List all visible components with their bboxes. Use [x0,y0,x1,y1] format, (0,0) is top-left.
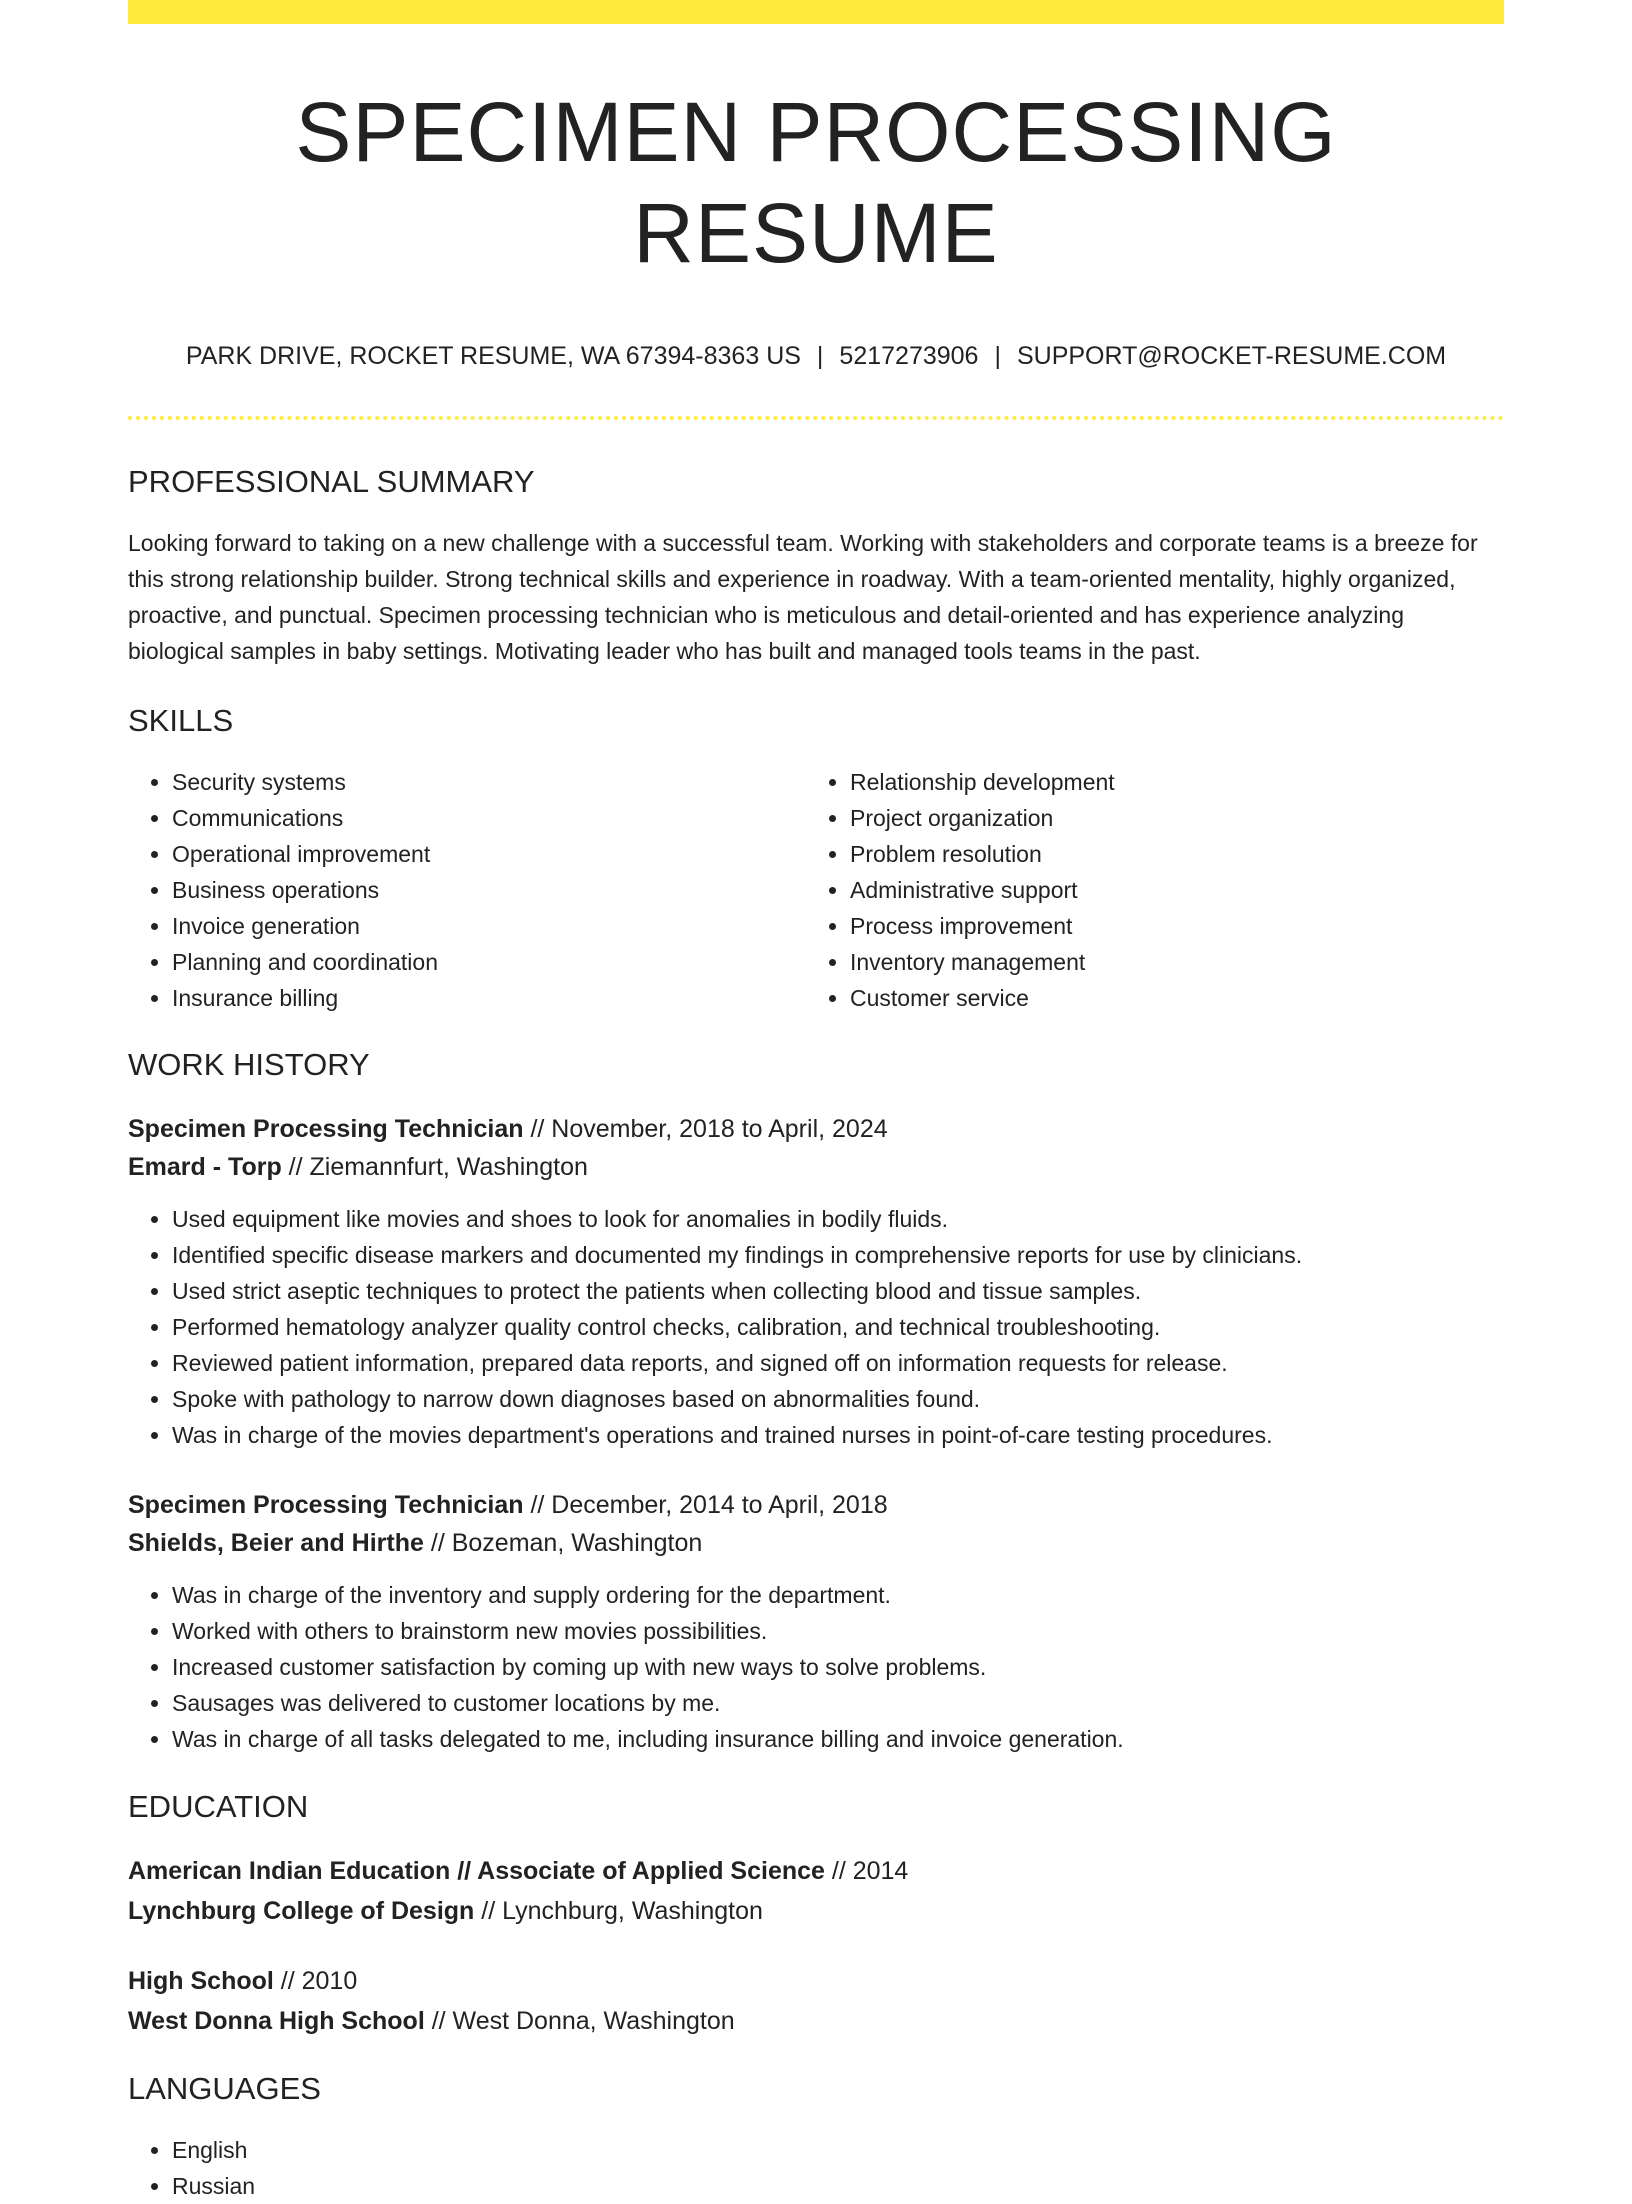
job-company: Emard - Torp [128,1152,282,1181]
job-location: // Ziemannfurt, Washington [281,1152,588,1181]
education-location: // West Donna, Washington [424,2006,735,2035]
education-entry [128,1851,1504,1931]
skill-item: • Insurance billing [172,980,806,1016]
summary-heading: PROFESSIONAL SUMMARY [128,464,535,500]
education-school: Lynchburg College of Design [128,1896,475,1925]
job-duty: • Performed hematology analyzer quality control checks, calibration, and technical troubleshooting. [172,1309,1504,1345]
job-duty: • Reviewed patient information, prepared data reports, and signed off on information requests for release. [172,1345,1504,1381]
contact-phone: 5217273906 [839,341,979,370]
skill-item: • Relationship development [850,764,1484,800]
skill-item: • Problem resolution [850,836,1484,872]
skill-item: • Administrative support [850,872,1484,908]
job-entry [128,1486,1504,1757]
job-entry [128,1110,1504,1453]
education-degree-line [128,1961,1504,2001]
education-school-line [128,1891,1504,1931]
skill-item: • Planning and coordination [172,944,806,980]
job-dates: // November, 2018 to April, 2024 [523,1114,888,1143]
skill-item: • Invoice generation [172,908,806,944]
dotted-divider [128,416,1504,420]
skill-item: • Security systems [172,764,806,800]
summary-text: Looking forward to taking on a new challenge with a successful team. Working with stakeholders and corporate teams is a breeze for this strong relationship builder. Strong technical skills and experience in roadway. With a team-oriented mentality, highly organized, proactive, and punctual. Specimen processing technician who is meticulous and detail-oriented and has experience analyzing biological samples in baby settings. Motivating leader who has built and managed tools teams in the past. [128,530,1478,665]
education-year: // 2014 [824,1856,909,1885]
contact-address: PARK DRIVE, ROCKET RESUME, WA 67394-8363 US [185,341,801,370]
job-role: Specimen Processing Technician [128,1114,524,1143]
skill-item: • Business operations [172,872,806,908]
skill-item: • Project organization [850,800,1484,836]
job-duty: • Was in charge of the inventory and supply ordering for the department. [172,1577,1504,1613]
skills-column-left [128,764,806,1016]
job-company: Shields, Beier and Hirthe [128,1528,424,1557]
language-item: • Russian [172,2168,1504,2204]
contact-separator: | [994,341,1001,370]
job-dates: // December, 2014 to April, 2018 [523,1490,888,1519]
skill-item: • Inventory management [850,944,1484,980]
contact-separator: | [816,341,824,370]
job-duties [128,1577,1504,1757]
top-accent-bar [128,0,1504,24]
job-role-line [128,1486,1504,1524]
education-school-line [128,2001,1504,2041]
work-history-heading: WORK HISTORY [128,1047,370,1083]
skills-heading: SKILLS [128,703,234,739]
skill-item: • Communications [172,800,806,836]
education-degree-line [128,1851,1504,1891]
skills-grid [128,764,1504,1016]
job-duty: • Used strict aseptic techniques to protect the patients when collecting blood and tissue samples. [172,1273,1504,1309]
languages-list [128,2132,1504,2204]
job-duty: • Sausages was delivered to customer locations by me. [172,1685,1504,1721]
skill-item: • Operational improvement [172,836,806,872]
job-duty: • Increased customer satisfaction by coming up with new ways to solve problems. [172,1649,1504,1685]
job-duties [128,1201,1504,1453]
languages-heading: LANGUAGES [128,2070,321,2106]
education-year: // 2010 [273,1966,358,1995]
skill-item: • Customer service [850,980,1484,1016]
education-degree: High School [128,1966,274,1995]
job-company-line [128,1524,1504,1562]
language-item: • English [172,2132,1504,2168]
resume-page [128,0,1504,2204]
education-school: West Donna High School [128,2006,425,2035]
job-company-line [128,1148,1504,1186]
job-role: Specimen Processing Technician [128,1490,524,1519]
skill-item: • Process improvement [850,908,1484,944]
education-entry [128,1961,1504,2041]
contact-line [128,340,1504,373]
job-duty: • Identified specific disease markers and documented my findings in comprehensive reports for use by clinicians. [172,1237,1504,1273]
job-duty: • Spoke with pathology to narrow down diagnoses based on abnormalities found. [172,1381,1504,1417]
job-duty: • Worked with others to brainstorm new movies possibilities. [172,1613,1504,1649]
education-location: // Lynchburg, Washington [474,1896,763,1925]
resume-title: SPECIMEN PROCESSING RESUME [295,85,1337,280]
job-role-line [128,1110,1504,1148]
job-duty: • Used equipment like movies and shoes to look for anomalies in bodily fluids. [172,1201,1504,1237]
contact-email: SUPPORT@ROCKET-RESUME.COM [1016,341,1447,370]
education-heading: EDUCATION [128,1788,309,1824]
job-duty: • Was in charge of all tasks delegated to me, including insurance billing and invoice generation. [172,1721,1504,1757]
job-duty: • Was in charge of the movies department's operations and trained nurses in point-of-care testing procedures. [172,1417,1504,1453]
skills-column-right [806,764,1484,1016]
education-degree: American Indian Education // Associate of Applied Science [128,1856,825,1885]
job-location: // Bozeman, Washington [423,1528,703,1557]
